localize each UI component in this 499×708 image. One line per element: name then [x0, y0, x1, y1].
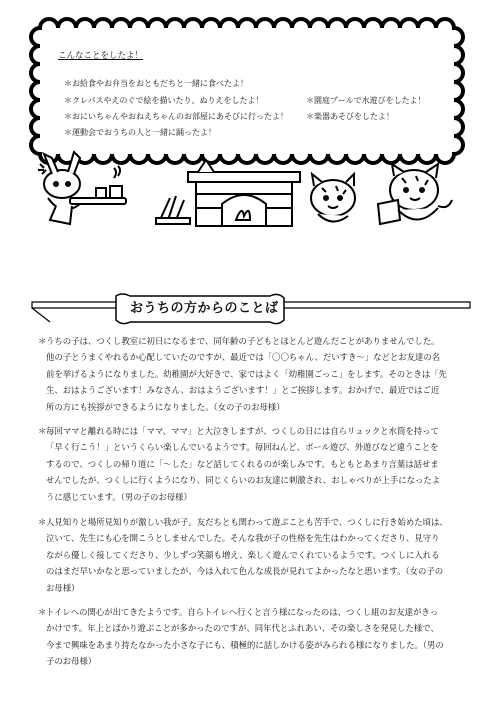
activity-item: ＊お給食やお弁当をおともだちと一緒に食べたよ！: [64, 79, 248, 88]
rabbit-icon: [38, 152, 126, 224]
message-line: トイレへの関心が出てきたようです。自らトイレへ行くと言う様になったのは、つくし組のお友達がきっ: [46, 607, 439, 617]
message-line: うちの子は、つくし教室に初日になるまで、同年齢の子どもとほとんど遊んだことがありませんでした。: [46, 336, 440, 346]
message-line: ながら優しく接してくださり、少しずつ笑顔も増え、楽しく遊んでくれているようです。つくしに入れる: [46, 549, 440, 560]
activity-item: ＊園庭プールで水遊びをしたよ！: [306, 96, 426, 105]
message-line: のはまだ早いかなと思っていましたが、今は入れて色んな成長が見れてよかったなと思います。（女の子の: [46, 566, 444, 577]
bullet-mark: ＊: [38, 607, 47, 617]
bullet-mark: ＊: [38, 336, 47, 346]
message-line: 泣いて、先生にも心を開こうとしませんでした。そんな我が子の性格を先生はわかってくださり、見守り: [46, 533, 440, 544]
bullet-mark: ＊: [38, 517, 47, 527]
message-line: 所の方にも挨拶ができるようになりました。（女の子のお母様）: [46, 401, 285, 412]
message-line: お母様）: [46, 582, 80, 593]
message-line: 生、おはようございます！みなさん、おはようございます！」とご挨拶します。おかげで、最近ではご近: [46, 385, 440, 396]
message-line: するので、つくしの帰り道に「〜した」など話してくれるのが楽しみです。もともとあまり言葉は話せま: [46, 458, 439, 469]
tiger-reading-icon: [378, 164, 452, 224]
activity-item: ＊楽器あそびをしたよ！: [306, 112, 394, 121]
messages-title: おうちの方からのことば: [130, 301, 279, 316]
message-line: 他の子とうまくやれるか心配していたのですが、最近では「〇〇ちゃん、だいすき〜」などとお友達の名: [46, 352, 441, 363]
message-line: 今まで興味をあまり持たなかった小さな子にも、積極的に話しかける姿がみられる様になりました。（男の: [46, 639, 444, 650]
parent-message: [38, 333, 478, 415]
activity-item: ＊運動会でおうちの人と一緒に踊ったよ！: [64, 128, 216, 137]
parent-message: [38, 423, 478, 505]
message-line: 「早く行こう！」というくらい楽しんでいるようです。毎回ねんど、ボール遊び、外遊びなど違うことを: [46, 442, 439, 453]
message-line: 前を挙げるようになりました。幼稚園が大好きで、家ではよく「幼稚園ごっこ」をします。そのときは「先: [46, 368, 447, 379]
message-line: 子のお母様）: [46, 656, 97, 667]
activity-item: ＊クレパスやえのぐで絵を描いたり、ぬりえをしたよ！: [64, 96, 264, 105]
message-line: せんでしたが、つくしに行くようになり、同じくらいのお友達に刺激され、おしゃべりが上手になったよ: [46, 475, 441, 486]
activity-item: ＊おにいちゃんやおねえちゃんのお部屋にあそびに行ったよ！: [64, 112, 288, 121]
fireplace-icon: [156, 160, 300, 226]
message-line: うに感じています。（男の子のお母様）: [46, 491, 192, 502]
message-line: 毎回ママと離れる時には「ママ、ママ」と大泣きしますが、つくしの日には自らリュックと水筒を持って: [46, 426, 439, 436]
message-line: 人見知りと場所見知りが激しい我が子。友だちとも関わって遊ぶことも苦手で、つくしに行き始めた頃は、: [46, 517, 448, 527]
parent-message: [38, 514, 478, 596]
parent-message: [38, 604, 478, 670]
message-line: かけです。年上とばかり遊ぶことが多かったのですが、同年代とふれあい、その楽しさを発見した様で、: [46, 623, 439, 634]
activities-title: こんなことをしたよ！: [58, 51, 144, 61]
illustration-scene: [0, 150, 499, 240]
bullet-mark: ＊: [38, 426, 47, 436]
tiger-cub-icon: [311, 174, 355, 222]
